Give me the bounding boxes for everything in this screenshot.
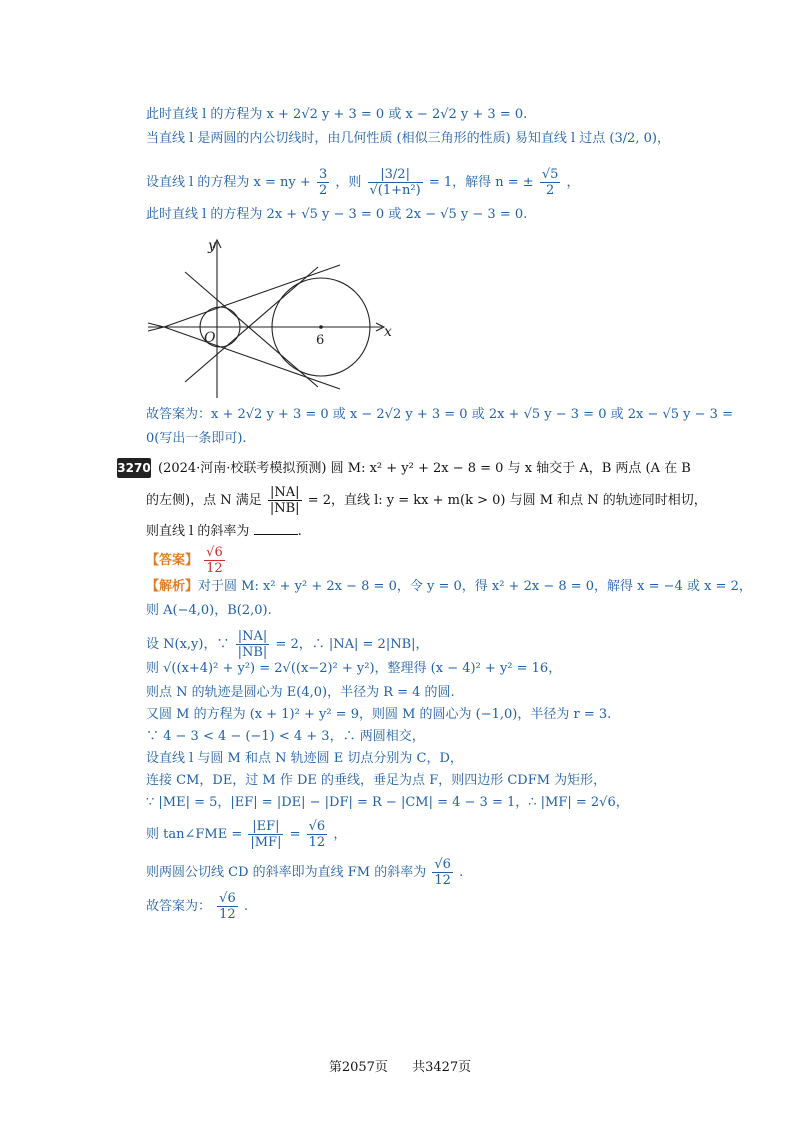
- fraction: $\frac{|3/2|}{\text{√(1+n²)}}$: [369, 167, 421, 198]
- analysis-line-11: 则 tan∠FME = $\frac{|EF|}{|MF|}$ = $\frac{√6}{12}$ ，: [146, 819, 347, 850]
- analysis-line-2: 则 A(−4,0)，B(2,0).: [146, 603, 272, 618]
- page-number: 第2057页: [328, 1060, 388, 1075]
- external-tangent-upper: [164, 265, 340, 327]
- answer-label: 【答案】: [146, 553, 199, 568]
- answer-value: $\frac{√6}{12}$: [206, 545, 223, 576]
- analysis-line-12: 则两圆公切线 CD 的斜率即为直线 FM 的斜率为 $\frac{√6}{12}$ .: [146, 857, 464, 888]
- analysis-line-8: 设直线 l 与圆 M 和点 N 轨迹圆 E 切点分别为 C，D，: [146, 751, 463, 766]
- question-line-1: (2024·河南·校联考模拟预测) 圆 M: x² + y² + 2x − 8 = 0 与 x 轴交于 A，B 两点 (A 在 B: [158, 461, 691, 476]
- fraction: $\frac{√6}{12}$: [219, 891, 236, 922]
- analysis-label: 【解析】: [146, 579, 199, 594]
- solution-line-2: 当直线 l 是两圆的内公切线时，由几何性质 (相似三角形的性质) 易知直线 l 过点 (3/2, 0)，: [146, 131, 670, 146]
- origin-label: O: [204, 330, 216, 346]
- question-line-3: 则直线 l 的斜率为 .: [146, 524, 302, 539]
- answer-line-2: 0(写出一条即可).: [146, 431, 247, 446]
- fraction: $\frac{|NA|}{|NB|}$: [237, 629, 268, 660]
- analysis-line-4: 则 √((x+4)² + y²) = 2√((x−2)² + y²)，整理得 (x − 4)² + y² = 16，: [146, 661, 562, 676]
- answer-blank: [254, 524, 298, 535]
- analysis-line-10: ∵ |ME| = 5，|EF| = |DE| − |DF| = R − |CM| = 4 − 3 = 1，∴ |MF| = 2√6，: [146, 795, 629, 810]
- fraction: $\frac{√6}{12}$: [308, 819, 326, 850]
- solution-line-3: 设直线 l 的方程为 x = ny + $\frac{3}{2}$ ，则 $\frac{|3/2|}{\text{√(1+n²)}}$ = 1，解得 n = ± $\frac{√5}{2}$ ，: [146, 167, 580, 198]
- question-number-badge: 3270: [117, 458, 151, 478]
- analysis-line-9: 连接 CM，DE，过 M 作 DE 的垂线，垂足为点 F，则四边形 CDFM 为矩形，: [146, 773, 607, 788]
- solution-line-4: 此时直线 l 的方程为 2x + √5 y − 3 = 0 或 2x − √5 y − 3 = 0.: [146, 207, 528, 222]
- answer-row: [146, 546, 227, 575]
- external-tangent-lower: [164, 327, 340, 389]
- center-label: 6: [316, 333, 325, 348]
- solution-line-1: 此时直线 l 的方程为 x + 2√2 y + 3 = 0 或 x − 2√2 y + 3 = 0.: [146, 107, 528, 122]
- question-line-2: 的左侧)，点 N 满足 $\frac{|NA|}{|NB|}$ = 2，直线 l: y = kx + m(k > 0) 与圆 M 和点 N 的轨迹同时相切，: [146, 485, 707, 516]
- fraction: $\frac{√6}{12}$: [434, 857, 451, 888]
- analysis-line-6: 又圆 M 的方程为 (x + 1)² + y² = 9，则圆 M 的圆心为 (−1,0)，半径为 r = 3.: [146, 707, 612, 722]
- page-footer: [0, 1056, 800, 1075]
- analysis-line-5: 则点 N 的轨迹是圆心为 E(4,0)，半径为 R = 4 的圆.: [146, 685, 455, 700]
- tangent-circles-figure: [140, 232, 400, 400]
- left-ray-1: [148, 323, 164, 327]
- center-point: [319, 325, 323, 329]
- fraction: $\frac{|EF|}{|MF|}$: [250, 819, 282, 850]
- fraction: $\frac{√5}{2}$: [541, 167, 559, 198]
- answer-line-1: 故答案为：x + 2√2 y + 3 = 0 或 x − 2√2 y + 3 = 0 或 2x + √5 y − 3 = 0 或 2x − √5 y − 3 =: [146, 407, 733, 422]
- analysis-line-13: 故答案为： $\frac{√6}{12}$ .: [146, 891, 248, 922]
- fraction: $\frac{3}{2}$: [318, 167, 328, 198]
- x-axis-label: x: [384, 324, 392, 340]
- internal-tangent-2: [185, 267, 318, 382]
- total-pages: 共3427页: [412, 1060, 472, 1075]
- left-ray-2: [148, 327, 164, 331]
- y-axis-label: y: [208, 238, 216, 254]
- analysis-line-7: ∵ 4 − 3 < 4 − (−1) < 4 + 3，∴ 两圆相交，: [146, 729, 425, 744]
- analysis-line-1: 【解析】对于圆 M: x² + y² + 2x − 8 = 0，令 y = 0，得 x² + 2x − 8 = 0，解得 x = −4 或 x = 2，: [146, 579, 752, 594]
- analysis-line-3: 设 N(x,y)，∵ $\frac{|NA|}{|NB|}$ = 2，∴ |NA| = 2|NB|，: [146, 629, 429, 660]
- fraction: $\frac{|NA|}{|NB|}$: [269, 485, 300, 516]
